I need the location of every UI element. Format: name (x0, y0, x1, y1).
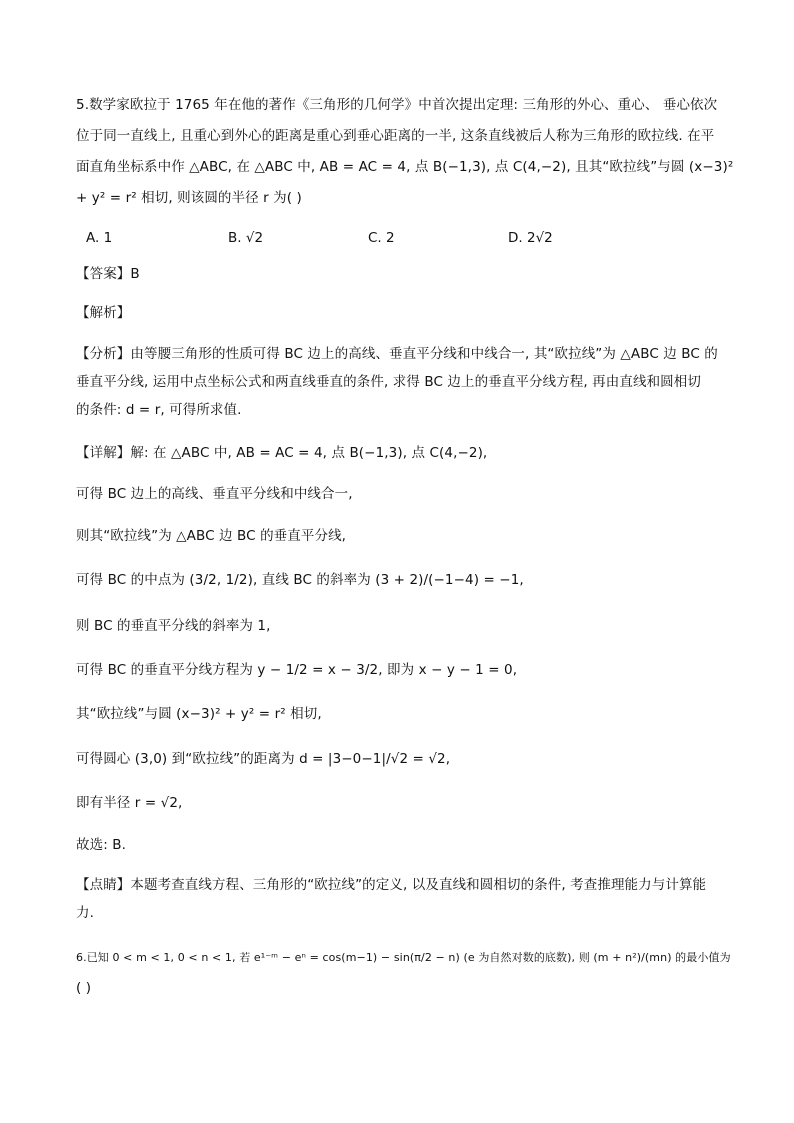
option-b: B. √2 (228, 230, 264, 246)
detail-line-9: 即有半径 r = √2, (76, 795, 183, 811)
detail-line-1: 【详解】解: 在 △ABC 中, AB = AC = 4, 点 B(−1,3), 点 C(4,−2), (76, 445, 488, 461)
analysis-line-3: 的条件: d = r, 可得所求值. (76, 402, 242, 418)
detail-line-2: 可得 BC 边上的高线、垂直平分线和中线合一, (76, 486, 353, 502)
question-5-line-2: 位于同一直线上, 且重心到外心的距离是重心到垂心距离的一半, 这条直线被后人称为三角形的欧拉线. 在平 (76, 128, 715, 144)
comment-line-1: 【点睛】本题考查直线方程、三角形的“欧拉线”的定义, 以及直线和圆相切的条件, 考查推理能力与计算能 (76, 877, 707, 893)
answer-label: 【答案】B (76, 266, 140, 282)
question-6-line-2: ( ) (76, 980, 92, 996)
question-5-options (86, 228, 726, 248)
detail-line-5: 则 BC 的垂直平分线的斜率为 1, (76, 618, 271, 634)
option-c: C. 2 (368, 230, 395, 246)
analysis-line-2: 垂直平分线, 运用中点坐标公式和两直线垂直的条件, 求得 BC 边上的垂直平分线方程, 再由直线和圆相切 (76, 374, 701, 390)
detail-line-7: 其“欧拉线”与圆 (x−3)² + y² = r² 相切, (76, 706, 322, 722)
detail-line-3: 则其“欧拉线”为 △ABC 边 BC 的垂直平分线, (76, 528, 347, 544)
analysis-heading: 【解析】 (76, 305, 131, 321)
comment-line-2: 力. (76, 905, 94, 921)
question-6-line-1: 6.已知 0 < m < 1, 0 < n < 1, 若 e¹⁻ᵐ − eⁿ = cos(m−1) − sin(π/2 − n) (e 为自然对数的底数), 则 (m + n²)/(mn) 的最小值为 (76, 951, 731, 964)
detail-line-6: 可得 BC 的垂直平分线方程为 y − 1/2 = x − 3/2, 即为 x − y − 1 = 0, (76, 662, 518, 678)
question-5-line-1: 5.数学家欧拉于 1765 年在他的著作《三角形的几何学》中首次提出定理: 三角形的外心、重心、 垂心依次 (76, 97, 718, 113)
option-a: A. 1 (86, 230, 113, 246)
detail-line-10: 故选: B. (76, 837, 126, 853)
analysis-line-1: 【分析】由等腰三角形的性质可得 BC 边上的高线、垂直平分线和中线合一, 其“欧拉线”为 △ABC 边 BC 的 (76, 346, 718, 362)
detail-line-8: 可得圆心 (3,0) 到“欧拉线”的距离为 d = |3−0−1|/√2 = √2, (76, 751, 451, 767)
question-5-line-3: 面直角坐标系中作 △ABC, 在 △ABC 中, AB = AC = 4, 点 B(−1,3), 点 C(4,−2), 且其“欧拉线”与圆 (x−3)² (76, 159, 734, 175)
question-5-line-4: + y² = r² 相切, 则该圆的半径 r 为( ) (76, 190, 302, 206)
option-d: D. 2√2 (508, 230, 553, 246)
detail-line-4: 可得 BC 的中点为 (3/2, 1/2), 直线 BC 的斜率为 (3 + 2)/(−1−4) = −1, (76, 572, 524, 588)
